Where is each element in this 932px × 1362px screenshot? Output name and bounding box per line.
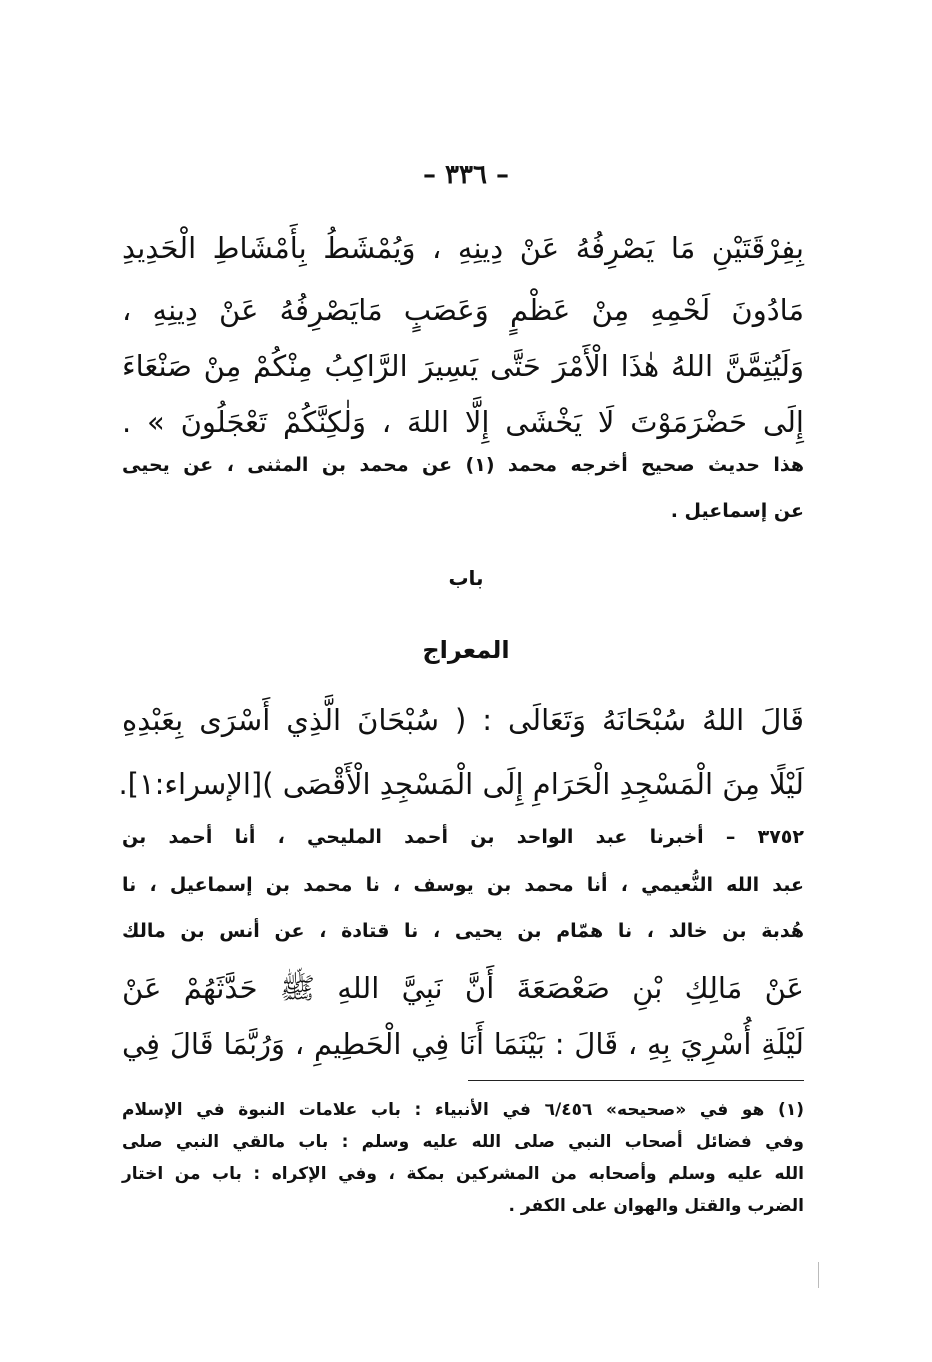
footnote-separator bbox=[468, 1080, 804, 1081]
hadith-text-line: إِلَى حَضْرَمَوْتَ لَا يَخْشَى إِلَّا اللهَ ، وَلٰكِنَّكُمْ تَعْجَلُونَ » . bbox=[122, 405, 804, 439]
isnad-line: عبد الله النُّعيمي ، أنا محمد بن يوسف ، نا محمد بن إسماعيل ، نا bbox=[122, 874, 804, 896]
footnote-line: الضرب والقتل والهوان على الكفر . bbox=[508, 1196, 804, 1216]
bab-heading: باب bbox=[448, 566, 484, 590]
margin-mark bbox=[818, 1262, 819, 1288]
authentication-note: عن إسماعيل . bbox=[670, 500, 804, 522]
footnote-line: وفي فضائل أصحاب النبي صلى الله عليه وسلم : باب مالقي النبي صلى bbox=[122, 1132, 804, 1152]
isnad-line: ٣٧٥٢ – أخبرنا عبد الواحد بن أحمد المليحي ، أنا أحمد بن bbox=[122, 826, 804, 848]
hadith-text-line: بِفِرْقَتَيْنِ مَا يَصْرِفُهُ عَنْ دِينِهِ ، وَيُمْشَطُ بِأَمْشَاطِ الْحَدِيدِ bbox=[122, 231, 804, 265]
quran-verse-line: لَيْلًا مِنَ الْمَسْجِدِ الْحَرَامِ إِلَى الْمَسْجِدِ الْأَقْصَى )[الإسراء:١]. bbox=[118, 767, 804, 801]
isnad-line: هُدبة بن خالد ، نا همّام بن يحيى ، نا قتادة ، عن أنس بن مالك bbox=[122, 920, 804, 942]
chapter-title: المعراج bbox=[422, 636, 510, 664]
footnote-line: (١) هو في «صحيحه» ٦/٤٥٦ في الأنبياء : باب علامات النبوة في الإسلام bbox=[122, 1100, 804, 1120]
page-number: – ٣٣٦ – bbox=[422, 160, 510, 190]
hadith-text-line: لَيْلَةِ أُسْرِيَ بِهِ ، قَالَ : بَيْنَمَا أَنَا فِي الْحَطِيمِ ، وَرُبَّمَا قَالَ فِي bbox=[122, 1027, 804, 1061]
authentication-note: هذا حديث صحيح أخرجه محمد (١) عن محمد بن المثنى ، عن يحيى bbox=[122, 454, 804, 476]
footnote-line: الله عليه وسلم وأصحابه من المشركين بمكة ، وفي الإكراه : باب من اختار bbox=[122, 1164, 804, 1184]
hadith-text-line: عَنْ مَالِكِ بْنِ صَعْصَعَةَ أَنَّ نَبِيَّ اللهِ ﷺ حَدَّثَهُمْ عَنْ bbox=[122, 971, 804, 1005]
hadith-text-line: مَادُونَ لَحْمِهِ مِنْ عَظْمٍ وَعَصَبٍ مَايَصْرِفُهُ عَنْ دِينِهِ ، bbox=[122, 293, 804, 327]
quran-verse-line: قَالَ اللهُ سُبْحَانَهُ وَتَعَالَى : ( سُبْحَانَ الَّذِي أَسْرَى بِعَبْدِهِ bbox=[122, 703, 804, 737]
hadith-text-line: وَلَيُتِمَّنَّ اللهُ هٰذَا الْأَمْرَ حَتَّى يَسِيرَ الرَّاكِبُ مِنْكُمْ مِنْ صَنْعَاءَ bbox=[122, 349, 804, 383]
